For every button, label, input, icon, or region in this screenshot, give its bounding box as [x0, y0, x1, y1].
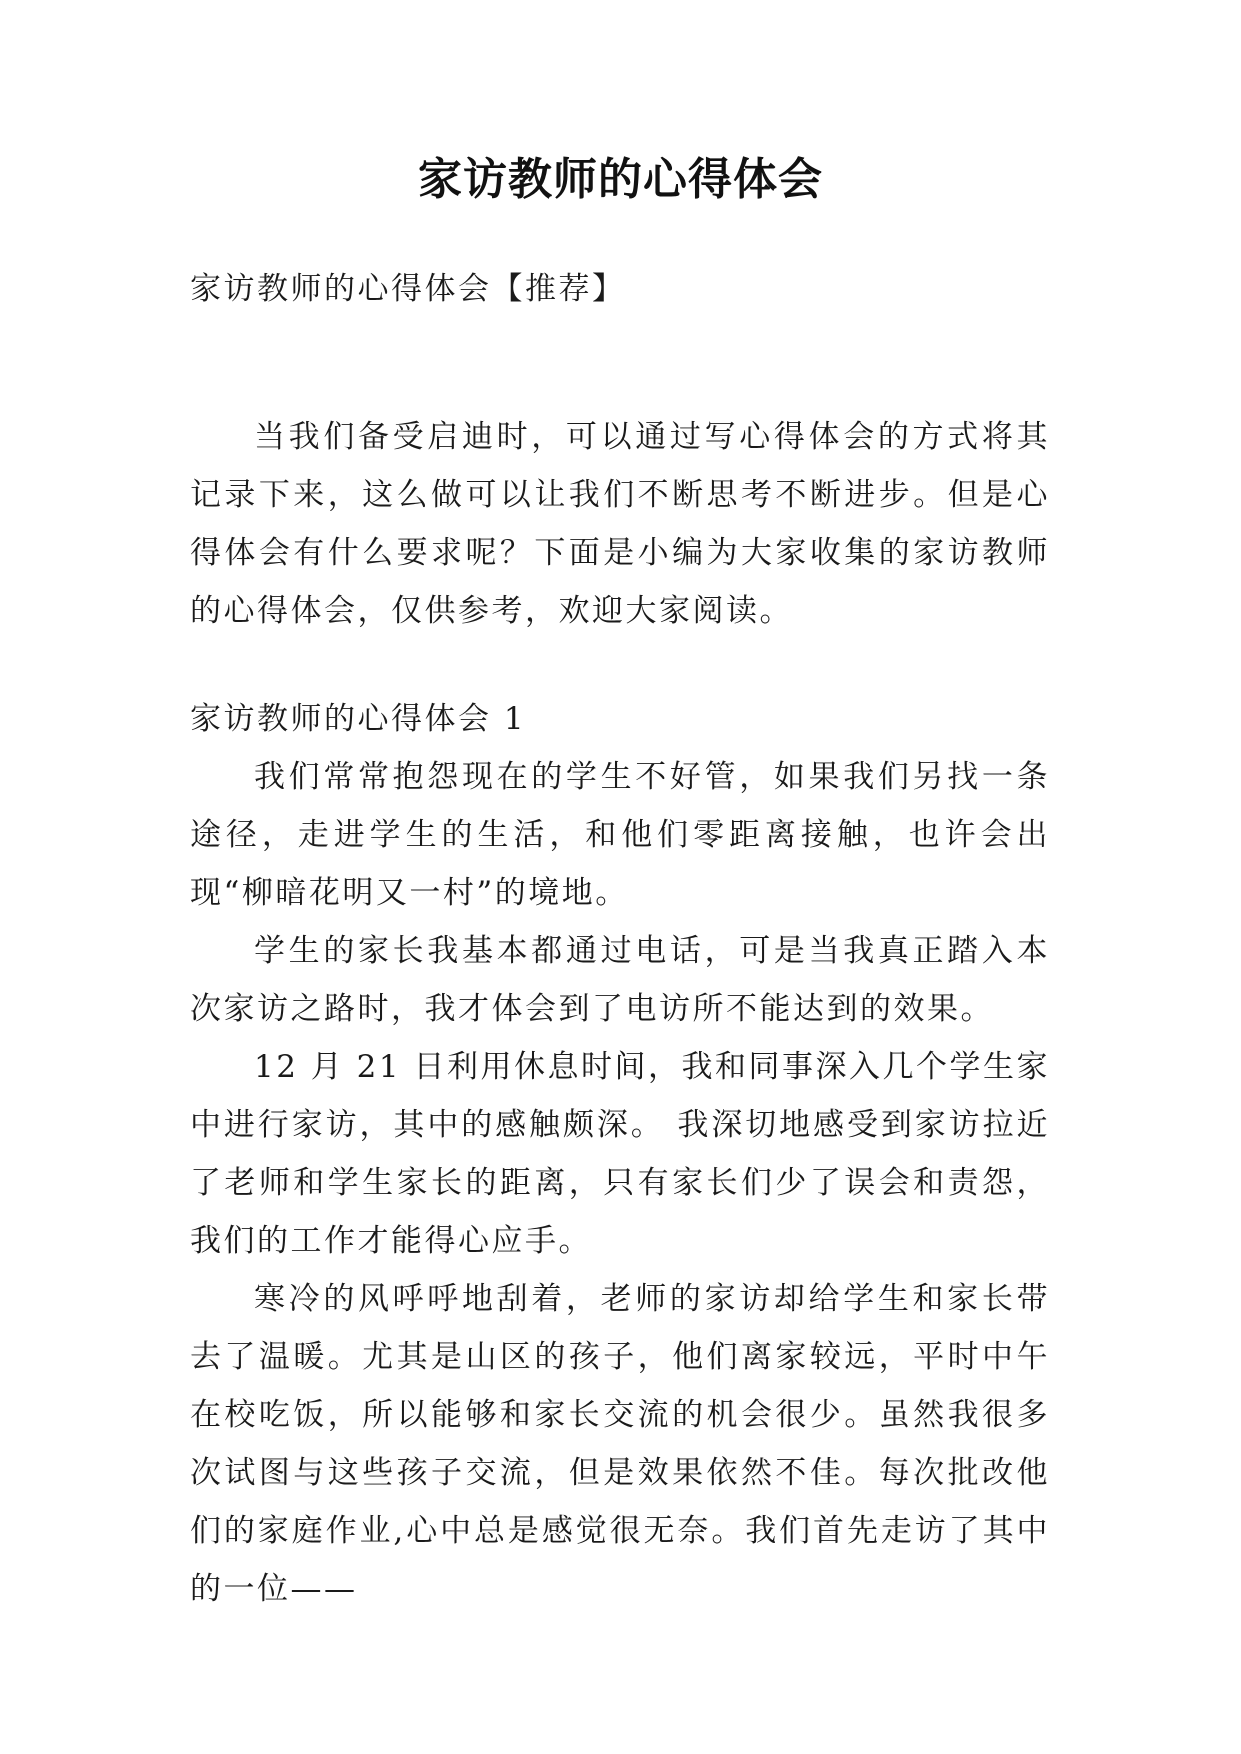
body-paragraph: 我们常常抱怨现在的学生不好管，如果我们另找一条途径，走进学生的生活，和他们零距离接触，也许会出现“柳暗花明又一村”的境地。: [190, 759, 1050, 911]
intro-paragraph: 当我们备受启迪时，可以通过写心得体会的方式将其记录下来，这么做可以让我们不断思考不断进步。但是心得体会有什么要求呢？下面是小编为大家收集的家访教师的心得体会，仅供参考，欢迎大家阅读。: [190, 419, 1050, 629]
document-subtitle: [190, 260, 1050, 318]
document-title: 家访教师的心得体会: [418, 154, 823, 205]
subtitle-text: 家访教师的心得体会【推荐】: [190, 271, 626, 307]
section-body: [190, 748, 1050, 1618]
body-paragraph: 12 月 21 日利用休息时间，我和同事深入几个学生家中进行家访，其中的感触颇深。 我深切地感受到家访拉近了老师和学生家长的距离，只有家长们少了误会和责怨，我们的工作才能得心应手。: [190, 1049, 1050, 1259]
body-paragraph: 寒冷的风呼呼地刮着，老师的家访却给学生和家长带去了温暖。尤其是山区的孩子，他们离家较远，平时中午在校吃饭，所以能够和家长交流的机会很少。虽然我很多次试图与这些孩子交流，但是效果依然不佳。每次批改他们的家庭作业,心中总是感觉很无奈。我们首先走访了其中的一位——: [190, 1281, 1050, 1607]
body-paragraph: 学生的家长我基本都通过电话，可是当我真正踏入本次家访之路时，我才体会到了电访所不能达到的效果。: [190, 933, 1050, 1027]
section-heading-text: 家访教师的心得体会 1: [190, 701, 527, 737]
intro-section: [190, 408, 1050, 640]
section-heading: [190, 690, 1050, 748]
